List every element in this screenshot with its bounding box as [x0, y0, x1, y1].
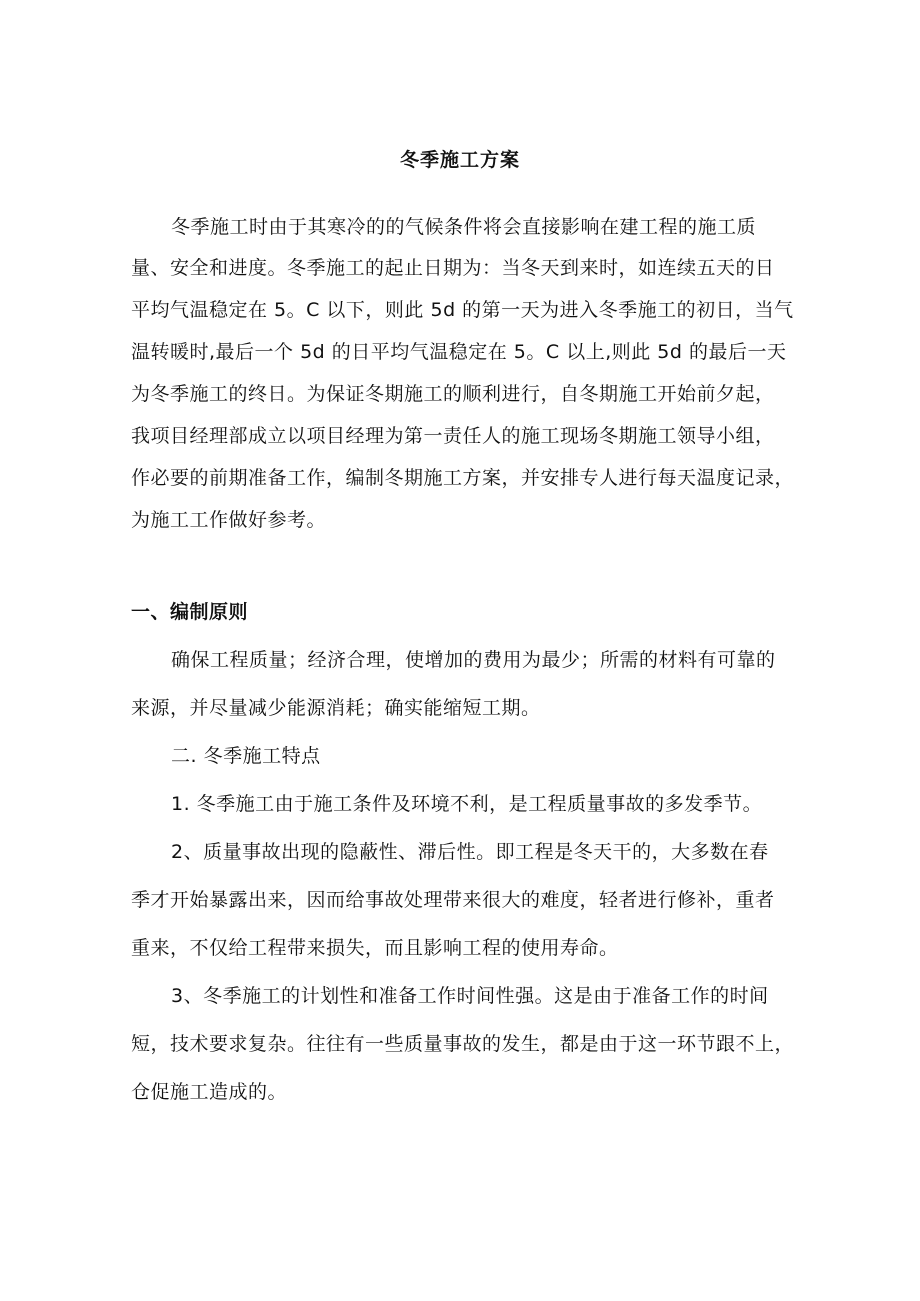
section2-item2-line-3: 重来，不仅给工程带来损失，而且影响工程的使用寿命。 [131, 937, 619, 959]
section2-item2-line-2: 季才开始暴露出来，因而给事故处理带来很大的难度，轻者进行修补，重者 [131, 889, 775, 911]
section1-line-2: 来源，并尽量减少能源消耗；确实能缩短工期。 [131, 697, 541, 719]
section2-item2-line-1: 2、质量事故出现的隐蔽性、滞后性。即工程是冬天干的，大多数在春 [171, 841, 769, 863]
intro-line-7: 作必要的前期准备工作，编制冬期施工方案，并安排专人进行每天温度记录， [131, 467, 795, 489]
section2-item3-line-3: 仓促施工造成的。 [131, 1081, 288, 1103]
intro-line-6: 我项目经理部成立以项目经理为第一责任人的施工现场冬期施工领导小组， [131, 425, 775, 447]
intro-line-3: 平均气温稳定在 5。C 以下，则此 5d 的第一天为进入冬季施工的初日，当气 [131, 299, 794, 321]
intro-line-8: 为施工工作做好参考。 [131, 509, 327, 531]
section2-heading: 二. 冬季施工特点 [171, 745, 321, 767]
section2-item1: 1. 冬季施工由于施工条件及环境不利，是工程质量事故的多发季节。 [171, 793, 763, 815]
section1-heading: 一、编制原则 [131, 601, 249, 623]
intro-line-1: 冬季施工时由于其寒冷的的气候条件将会直接影响在建工程的施工质 [171, 216, 757, 238]
intro-line-4: 温转暖时,最后一个 5d 的日平均气温稳定在 5。C 以上,则此 5d 的最后一天 [131, 341, 787, 363]
intro-line-2: 量、安全和进度。冬季施工的起止日期为：当冬天到来时，如连续五天的日 [131, 257, 775, 279]
document-title: 冬季施工方案 [399, 149, 520, 171]
intro-line-5: 为冬季施工的终日。为保证冬期施工的顺利进行，自冬期施工开始前夕起， [131, 383, 775, 405]
section1-line-1: 确保工程质量；经济合理，使增加的费用为最少；所需的材料有可靠的 [171, 649, 776, 671]
section2-item3-line-1: 3、冬季施工的计划性和准备工作时间性强。这是由于准备工作的时间 [171, 985, 769, 1007]
section2-item3-line-2: 短，技术要求复杂。往往有一些质量事故的发生，都是由于这一环节跟不上， [131, 1033, 795, 1055]
